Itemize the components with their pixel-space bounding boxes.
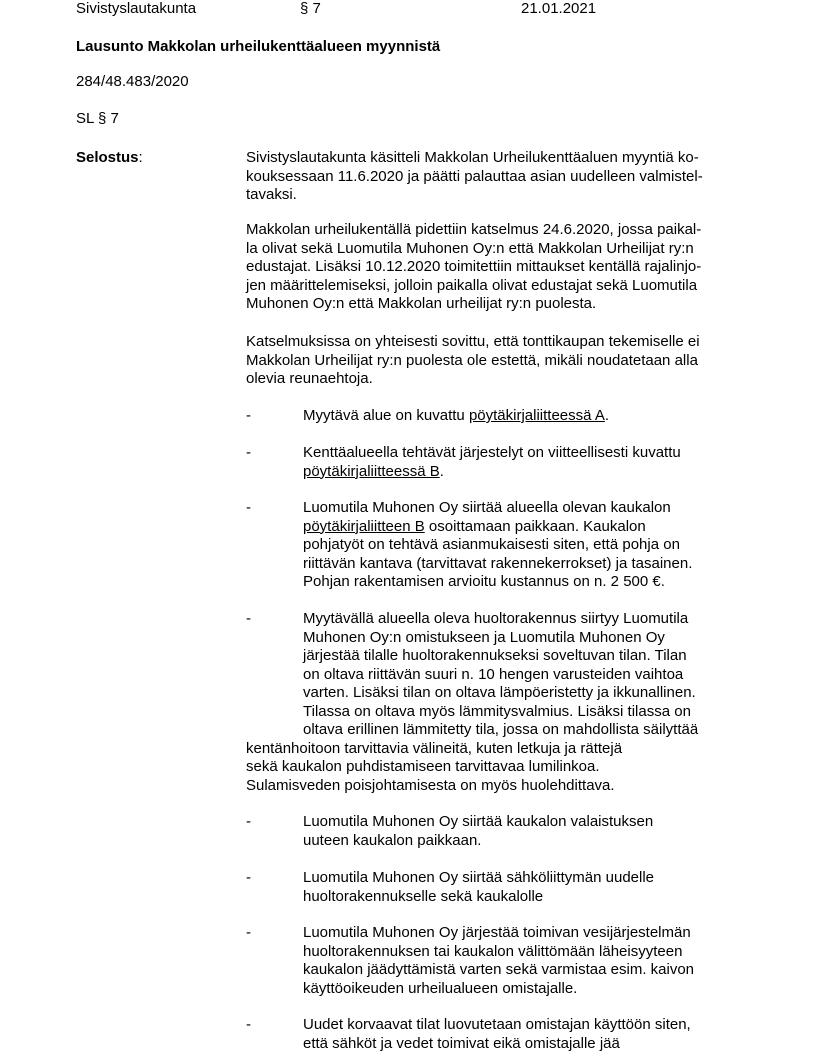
item-line: sekä kaukalon puhdistamiseen tarvittavaa lumilinkoa.	[246, 758, 600, 775]
section-reference: SL § 7	[76, 110, 119, 127]
section-number: § 7	[300, 0, 321, 17]
paragraph-1	[246, 149, 742, 205]
paragraph-line: Makkolan urheilukentällä pidettiin katselmus 24.6.2020, jossa paikal-	[246, 221, 702, 238]
item-line	[303, 407, 743, 426]
item-line: Luomutila Muhonen Oy siirtää kaukalon valaistuksen	[303, 813, 654, 830]
condition-item-5	[303, 813, 743, 850]
item-line: Myytävällä alueella oleva huoltorakennus siirtyy Luomutila	[303, 610, 689, 627]
paragraph-line: edustajat. Lisäksi 10.12.2020 toimitettiin mittaukset kentällä rajalinjo-	[246, 258, 702, 275]
bullet-dash: -	[246, 610, 251, 627]
item-line: pohjatyöt on tehtävä asianmukaisesti siten, että pohja on	[303, 536, 680, 553]
condition-item-2	[303, 444, 743, 481]
condition-item-3	[303, 499, 743, 592]
item-line: riittävän kantava (tarvittavat rakennekerrokset) ja tasainen.	[303, 554, 693, 572]
bullet-dash: -	[246, 813, 251, 830]
item-text: osoittamaan paikkaan. Kaukalon	[424, 517, 646, 535]
condition-item-4	[246, 610, 743, 795]
attachment-b-link[interactable]: pöytäkirjaliitteen B	[303, 517, 425, 535]
item-text: Myytävä alue on kuvattu	[303, 407, 469, 424]
item-line: kentänhoitoon tarvittavia välineitä, kuten letkuja ja rättejä	[246, 739, 623, 757]
bullet-dash: -	[246, 499, 251, 516]
paragraph-line: kouksessaan 11.6.2020 ja päätti palauttaa asian uudelleen valmistel-	[246, 167, 703, 185]
item-line: kaukalon jäädyttämistä varten sekä varmistaa esim. kaivon	[303, 961, 695, 978]
item-line: varten. Lisäksi tilan on oltava lämpöeristetty ja ikkunallinen.	[303, 684, 696, 701]
item-line: Pohjan rakentamisen arvioitu kustannus on n. 2 500 €.	[303, 573, 665, 590]
condition-item-7	[303, 924, 743, 998]
item-text: .	[439, 462, 444, 480]
committee-name: Sivistyslautakunta	[76, 0, 197, 17]
condition-item-6	[303, 869, 743, 906]
item-text: .	[604, 407, 610, 424]
selostus-label-colon: :	[138, 149, 143, 166]
paragraph-line: Sivistyslautakunta käsitteli Makkolan Urheilukenttäaluen myyntiä ko-	[246, 149, 699, 166]
item-line: käyttöoikeuden urheilualueen omistajalle.	[303, 979, 578, 997]
condition-item-1	[303, 407, 743, 426]
item-line: Uudet korvaavat tilat luovutetaan omistajan käyttöön siten,	[303, 1016, 691, 1033]
selostus-label-text: Selostus	[76, 149, 139, 166]
item-line: huoltorakennuksen tai kaukalon välittömään läheisyyteen	[303, 942, 683, 960]
bullet-dash: -	[246, 444, 251, 461]
item-line: oltava erillinen lämmitetty tila, jossa on mahdollista säilyttää	[303, 721, 699, 738]
item-line: uuteen kaukalon paikkaan.	[303, 831, 482, 849]
condition-item-8	[303, 1016, 743, 1053]
paragraph-line: la olivat sekä Luomutila Muhonen Oy:n että Makkolan Urheilijat ry:n	[246, 239, 694, 257]
item-line: Sulamisveden poisjohtamisesta on myös huolehdittava.	[246, 776, 615, 794]
document-title: Lausunto Makkolan urheilukenttäalueen myynnistä	[76, 38, 441, 55]
item-line: Tilassa on oltava myös lämmitysvalmius. Lisäksi tilassa on	[303, 702, 691, 720]
bullet-dash: -	[246, 924, 251, 941]
meeting-date: 21.01.2021	[521, 0, 597, 17]
paragraph-line: Katselmuksissa on yhteisesti sovittu, että tonttikaupan tekemiselle ei	[246, 333, 700, 350]
item-line: Luomutila Muhonen Oy siirtää alueella olevan kaukalon	[303, 499, 671, 516]
selostus-label	[76, 149, 143, 167]
item-line: Luomutila Muhonen Oy järjestää toimivan vesijärjestelmän	[303, 924, 691, 941]
bullet-dash: -	[246, 1016, 251, 1033]
paragraph-2	[246, 221, 742, 314]
paragraph-line: olevia reunaehtoja.	[246, 370, 373, 387]
bullet-dash: -	[246, 407, 251, 424]
item-line: Luomutila Muhonen Oy siirtää sähköliittymän uudelle	[303, 869, 655, 886]
case-number: 284/48.483/2020	[76, 73, 189, 90]
bullet-dash: -	[246, 869, 251, 886]
paragraph-line: jen määrittelemiseksi, jolloin paikalla olivat edustajat sekä Luomutila	[246, 276, 698, 294]
paragraph-line: tavaksi.	[246, 186, 297, 203]
item-line: Muhonen Oy:n omistukseen ja Luomutila Muhonen Oy	[303, 628, 665, 646]
attachment-b-link[interactable]: pöytäkirjaliitteessä B	[303, 462, 440, 480]
attachment-a-link[interactable]: pöytäkirjaliitteessä A	[468, 407, 605, 424]
paragraph-line: Makkolan Urheilijat ry:n puolesta ole estettä, mikäli noudatetaan alla	[246, 351, 698, 369]
item-line	[303, 518, 743, 537]
item-line: että sähköt ja vedet toimivat eikä omistajalle jää	[303, 1034, 620, 1052]
paragraph-line: Muhonen Oy:n että Makkolan urheilijat ry:n puolesta.	[246, 295, 597, 312]
item-line	[303, 463, 743, 482]
paragraph-3	[246, 333, 742, 389]
item-line: Kenttäalueella tehtävät järjestelyt on viitteellisesti kuvattu	[303, 444, 681, 461]
item-line: on oltava riittävän suuri n. 10 hengen varusteiden vaihtoa	[303, 665, 684, 683]
item-line: järjestää tilalle huoltorakennukseksi soveltuvan tilan. Tilan	[303, 647, 687, 664]
item-line: huoltorakennukselle sekä kaukalolle	[303, 887, 544, 905]
